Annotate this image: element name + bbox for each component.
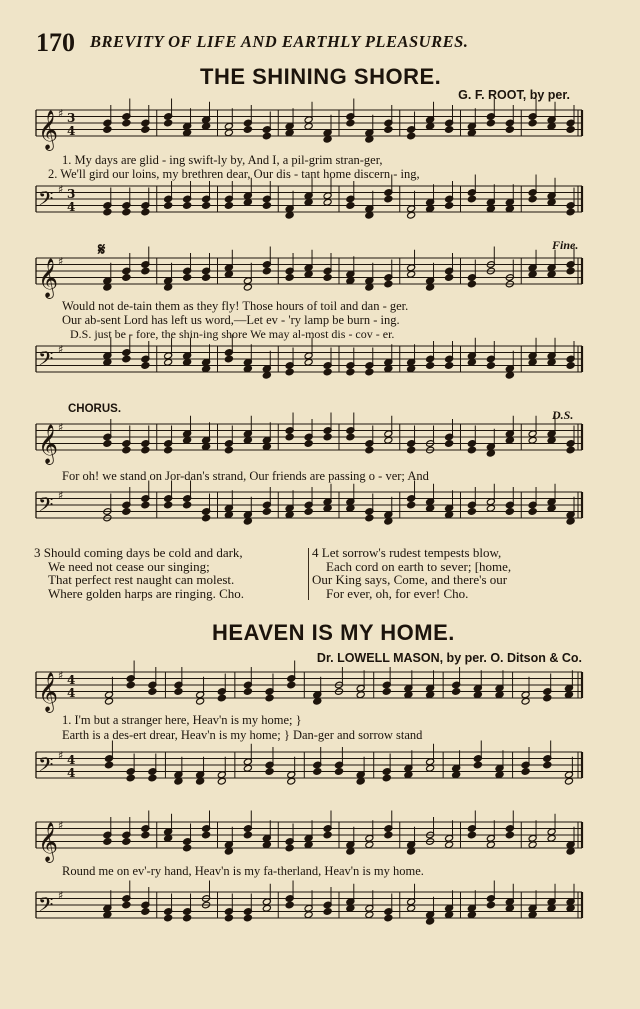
- note-head: [528, 358, 537, 366]
- note-head: [346, 504, 355, 512]
- note-head: [243, 126, 252, 134]
- note-head: [183, 202, 192, 210]
- note-head: [164, 914, 173, 922]
- hymn1-title: THE SHINING SHORE.: [200, 64, 442, 89]
- note-head: [224, 355, 233, 363]
- note-head: [323, 274, 332, 282]
- note-head: [164, 119, 173, 127]
- note-head: [356, 691, 365, 699]
- note-head: [122, 838, 131, 846]
- note-head: [243, 688, 252, 696]
- note-head: [141, 267, 150, 275]
- note-head: [528, 911, 537, 919]
- hymn1-s2-lyric-line1: Would not de-tain them as they fly! Those hours of toil and dan - ger.: [62, 299, 409, 313]
- note-head: [262, 841, 271, 849]
- note-head: [566, 362, 575, 370]
- hymn1-s2-lyric-line3: D.S. just be - fore, the shin-ing shore We may al-most dis - cov - er.: [70, 327, 395, 341]
- note-head: [505, 436, 514, 444]
- note-head: [445, 274, 454, 282]
- note-head: [262, 371, 271, 379]
- note-head: [566, 208, 575, 216]
- time-signature-top: 4: [67, 753, 76, 767]
- note-head: [505, 126, 514, 134]
- note-head: [404, 691, 413, 699]
- note-head: [323, 135, 332, 143]
- note-head: [445, 440, 454, 448]
- note-head: [285, 274, 294, 282]
- note-head: [384, 914, 393, 922]
- time-signature-top: 3: [67, 111, 76, 125]
- note-head: [365, 283, 374, 291]
- note-head: [547, 198, 556, 206]
- note-head: [486, 119, 495, 127]
- note-head: [505, 508, 514, 516]
- hymn1-s1-lyric-line1: 1. My days are glid - ing swift-ly by, And I, a pil-grim stran-ger,: [62, 153, 383, 167]
- note-head: [202, 831, 211, 839]
- note-head: [547, 504, 556, 512]
- note-head: [141, 208, 150, 216]
- hymn1-composer: G. F. ROOT, by per.: [458, 88, 570, 102]
- time-signature-bottom: 4: [67, 124, 76, 138]
- note-head: [224, 129, 233, 137]
- sharp-icon: ♯: [58, 669, 64, 682]
- note-head: [285, 368, 294, 376]
- page-number: 170: [36, 28, 75, 57]
- note-head: [467, 446, 476, 454]
- note-head: [486, 449, 495, 457]
- note-head: [224, 202, 233, 210]
- note-head: [287, 681, 296, 689]
- note-head: [224, 511, 233, 519]
- note-head: [495, 691, 504, 699]
- fine-marker: Fine.: [552, 238, 579, 252]
- note-head: [122, 355, 131, 363]
- note-head: [505, 371, 514, 379]
- treble-clef-icon: 𝄞: [38, 110, 59, 150]
- note-head: [528, 508, 537, 516]
- note-head: [224, 270, 233, 278]
- bass-clef-icon: 𝄢: [38, 187, 54, 215]
- note-head: [346, 202, 355, 210]
- time-signature-bottom: 4: [67, 766, 76, 780]
- chorus-marker: CHORUS.: [68, 403, 122, 415]
- note-head: [445, 841, 454, 849]
- note-head: [183, 844, 192, 852]
- note-head: [183, 358, 192, 366]
- note-head: [323, 368, 332, 376]
- hymn1-verse3: [34, 546, 244, 600]
- note-head: [426, 917, 435, 925]
- note-head: [407, 501, 416, 509]
- note-head: [335, 768, 344, 776]
- note-head: [202, 274, 211, 282]
- note-head: [467, 129, 476, 137]
- note-head: [467, 831, 476, 839]
- sharp-icon: ♯: [58, 819, 64, 832]
- note-head: [566, 904, 575, 912]
- treble-clef-icon: 𝄞: [38, 672, 59, 712]
- note-head: [566, 517, 575, 525]
- note-head: [313, 697, 322, 705]
- note-head: [105, 697, 114, 705]
- note-head: [141, 362, 150, 370]
- note-head: [505, 831, 514, 839]
- note-head: [346, 277, 355, 285]
- note-head: [103, 208, 112, 216]
- note-head: [566, 446, 575, 454]
- note-head: [103, 838, 112, 846]
- note-head: [304, 358, 313, 366]
- note-head: [564, 777, 573, 785]
- note-head: [202, 122, 211, 130]
- note-head: [243, 831, 252, 839]
- note-head: [528, 195, 537, 203]
- verse3-line1: 3 Should coming days be cold and dark,: [34, 545, 243, 560]
- note-head: [285, 511, 294, 519]
- verse-divider: [308, 548, 309, 600]
- note-head: [467, 280, 476, 288]
- note-head: [224, 446, 233, 454]
- running-title: BREVITY OF LIFE AND EARTHLY PLEASURES.: [90, 32, 469, 51]
- note-head: [452, 688, 461, 696]
- note-head: [365, 911, 374, 919]
- note-head: [564, 691, 573, 699]
- bass-clef-icon: 𝄢: [38, 753, 54, 781]
- note-head: [543, 694, 552, 702]
- ds-marker: D.S.: [552, 408, 574, 422]
- note-head: [217, 694, 226, 702]
- note-head: [196, 697, 205, 705]
- sharp-icon: ♯: [58, 489, 64, 502]
- note-head: [384, 831, 393, 839]
- note-head: [285, 433, 294, 441]
- note-head: [426, 122, 435, 130]
- note-head: [265, 768, 274, 776]
- note-head: [141, 126, 150, 134]
- note-head: [426, 283, 435, 291]
- note-head: [365, 368, 374, 376]
- note-head: [174, 777, 183, 785]
- note-head: [528, 270, 537, 278]
- note-head: [148, 688, 157, 696]
- note-head: [467, 911, 476, 919]
- note-head: [486, 504, 495, 512]
- verse4-line2: Each cord on earth to sever; [home,: [326, 558, 512, 574]
- note-head: [445, 511, 454, 519]
- note-head: [467, 358, 476, 366]
- note-head: [126, 681, 135, 689]
- verse4-line4: For ever, oh, for ever! Cho.: [326, 585, 469, 601]
- note-head: [382, 774, 391, 782]
- note-head: [164, 358, 173, 366]
- note-head: [407, 904, 416, 912]
- note-head: [224, 847, 233, 855]
- note-head: [467, 195, 476, 203]
- note-head: [141, 446, 150, 454]
- note-head: [445, 362, 454, 370]
- note-head: [122, 508, 131, 516]
- note-head: [202, 202, 211, 210]
- note-head: [141, 831, 150, 839]
- bass-clef-icon: 𝄢: [38, 493, 54, 521]
- note-head: [566, 267, 575, 275]
- note-head: [547, 436, 556, 444]
- note-head: [103, 283, 112, 291]
- sharp-icon: ♯: [58, 183, 64, 196]
- note-head: [547, 122, 556, 130]
- note-head: [384, 280, 393, 288]
- verse3-line3: That perfect rest naught can molest.: [48, 572, 235, 587]
- hymn1-chorus-lyrics: For oh! we stand on Jor-dan's strand, Our friends are passing o - ver; And: [62, 469, 429, 483]
- note-head: [452, 771, 461, 779]
- note-head: [486, 901, 495, 909]
- note-head: [304, 508, 313, 516]
- note-head: [285, 211, 294, 219]
- note-head: [304, 270, 313, 278]
- note-head: [262, 904, 271, 912]
- note-head: [287, 777, 296, 785]
- note-head: [304, 198, 313, 206]
- note-head: [356, 777, 365, 785]
- note-head: [365, 211, 374, 219]
- note-head: [407, 211, 416, 219]
- note-head: [365, 135, 374, 143]
- note-head: [126, 774, 135, 782]
- note-head: [243, 914, 252, 922]
- note-head: [365, 841, 374, 849]
- time-signature-top: 4: [67, 673, 76, 687]
- note-head: [505, 904, 514, 912]
- note-head: [164, 834, 173, 842]
- note-head: [445, 911, 454, 919]
- note-head: [521, 768, 530, 776]
- sharp-icon: ♯: [58, 889, 64, 902]
- note-head: [473, 761, 482, 769]
- note-head: [346, 119, 355, 127]
- hymn1-s1-lyric-line2: 2. We'll gird our loins, my brethren dear, Our dis - tant home discern - ing,: [48, 167, 420, 181]
- note-head: [243, 365, 252, 373]
- note-head: [528, 119, 537, 127]
- note-head: [262, 202, 271, 210]
- note-head: [495, 771, 504, 779]
- note-head: [505, 205, 514, 213]
- note-head: [486, 205, 495, 213]
- note-head: [407, 847, 416, 855]
- note-head: [217, 777, 226, 785]
- note-head: [426, 205, 435, 213]
- note-head: [243, 764, 252, 772]
- note-head: [265, 694, 274, 702]
- note-head: [445, 202, 454, 210]
- note-head: [164, 446, 173, 454]
- note-head: [202, 514, 211, 522]
- note-head: [183, 274, 192, 282]
- note-head: [243, 198, 252, 206]
- note-head: [262, 267, 271, 275]
- note-head: [262, 132, 271, 140]
- note-head: [323, 198, 332, 206]
- note-head: [164, 202, 173, 210]
- note-head: [323, 433, 332, 441]
- note-head: [243, 283, 252, 291]
- note-head: [183, 501, 192, 509]
- note-head: [445, 126, 454, 134]
- note-head: [224, 914, 233, 922]
- note-head: [384, 365, 393, 373]
- note-head: [202, 365, 211, 373]
- note-head: [103, 358, 112, 366]
- note-head: [384, 517, 393, 525]
- note-head: [122, 274, 131, 282]
- treble-clef-icon: 𝄞: [38, 424, 59, 464]
- note-head: [467, 508, 476, 516]
- treble-clef-icon: 𝄞: [38, 822, 59, 862]
- note-head: [384, 436, 393, 444]
- note-head: [103, 440, 112, 448]
- note-head: [304, 911, 313, 919]
- note-head: [547, 358, 556, 366]
- note-head: [547, 270, 556, 278]
- note-head: [105, 761, 114, 769]
- note-head: [566, 847, 575, 855]
- note-head: [141, 501, 150, 509]
- note-head: [547, 834, 556, 842]
- note-head: [103, 911, 112, 919]
- sharp-icon: ♯: [58, 421, 64, 434]
- hymn1-verse4: [312, 546, 511, 600]
- note-head: [183, 129, 192, 137]
- note-head: [486, 362, 495, 370]
- hymn2-s1-lyric-line1: 1. I'm but a stranger here, Heav'n is my home; }: [62, 713, 302, 727]
- note-head: [323, 908, 332, 916]
- verse4-line3: Our King says, Come, and there's our: [312, 572, 508, 587]
- note-head: [285, 129, 294, 137]
- note-head: [164, 501, 173, 509]
- note-head: [285, 901, 294, 909]
- bass-clef-icon: 𝄢: [38, 347, 54, 375]
- note-head: [346, 847, 355, 855]
- hymn2-s1-lyric-line2: Earth is a des-ert drear, Heav'n is my home; } Dan-ger and sorrow stand: [62, 728, 423, 742]
- note-head: [304, 841, 313, 849]
- note-head: [196, 777, 205, 785]
- note-head: [323, 831, 332, 839]
- note-head: [547, 904, 556, 912]
- note-head: [183, 914, 192, 922]
- note-head: [365, 514, 374, 522]
- note-head: [407, 365, 416, 373]
- sharp-icon: ♯: [58, 343, 64, 356]
- note-head: [426, 504, 435, 512]
- note-head: [521, 697, 530, 705]
- time-signature-bottom: 4: [67, 686, 76, 700]
- note-head: [426, 764, 435, 772]
- note-head: [407, 446, 416, 454]
- note-head: [365, 446, 374, 454]
- note-head: [384, 195, 393, 203]
- hymn2-s2-lyrics: Round me on ev'-ry hand, Heav'n is my fa-therland, Heav'n is my home.: [62, 864, 424, 878]
- note-head: [202, 443, 211, 451]
- hymn2-title: HEAVEN IS MY HOME.: [212, 620, 455, 645]
- note-head: [103, 126, 112, 134]
- note-head: [486, 841, 495, 849]
- note-head: [148, 774, 157, 782]
- note-head: [174, 688, 183, 696]
- note-head: [382, 688, 391, 696]
- hymn2-composer: Dr. LOWELL MASON, by per. O. Ditson & Co.: [316, 651, 582, 665]
- note-head: [262, 508, 271, 516]
- note-head: [426, 362, 435, 370]
- note-head: [122, 446, 131, 454]
- sharp-icon: ♯: [58, 749, 64, 762]
- bass-clef-icon: 𝄢: [38, 893, 54, 921]
- note-head: [243, 517, 252, 525]
- note-head: [528, 841, 537, 849]
- note-head: [262, 443, 271, 451]
- note-head: [243, 436, 252, 444]
- note-head: [304, 122, 313, 130]
- note-head: [141, 908, 150, 916]
- note-head: [566, 126, 575, 134]
- verse3-line2: We need not cease our singing;: [48, 558, 210, 574]
- note-head: [404, 771, 413, 779]
- note-head: [346, 904, 355, 912]
- time-signature-top: 3: [67, 187, 76, 201]
- note-head: [407, 270, 416, 278]
- treble-clef-icon: 𝄞: [38, 258, 59, 298]
- note-head: [407, 132, 416, 140]
- note-head: [528, 436, 537, 444]
- note-head: [285, 844, 294, 852]
- note-head: [122, 208, 131, 216]
- note-head: [426, 691, 435, 699]
- note-head: [122, 901, 131, 909]
- note-head: [313, 768, 322, 776]
- note-head: [346, 368, 355, 376]
- note-head: [164, 283, 173, 291]
- note-head: [183, 436, 192, 444]
- sharp-icon: ♯: [58, 107, 64, 120]
- note-head: [323, 504, 332, 512]
- time-signature-bottom: 4: [67, 200, 76, 214]
- note-head: [473, 691, 482, 699]
- verse4-line1: 4 Let sorrow's rudest tempests blow,: [312, 545, 502, 560]
- sharp-icon: ♯: [58, 255, 64, 268]
- note-head: [346, 433, 355, 441]
- note-head: [384, 126, 393, 134]
- note-head: [122, 119, 131, 127]
- note-head: [543, 761, 552, 769]
- note-head: [304, 440, 313, 448]
- segno-sign: 𝄋: [98, 240, 106, 259]
- verse3-line4: Where golden harps are ringing. Cho.: [48, 585, 245, 601]
- hymn1-s2-lyric-line2: Our ab-sent Lord has left us word,—Let ev - 'ry lamp be burn - ing.: [62, 313, 400, 327]
